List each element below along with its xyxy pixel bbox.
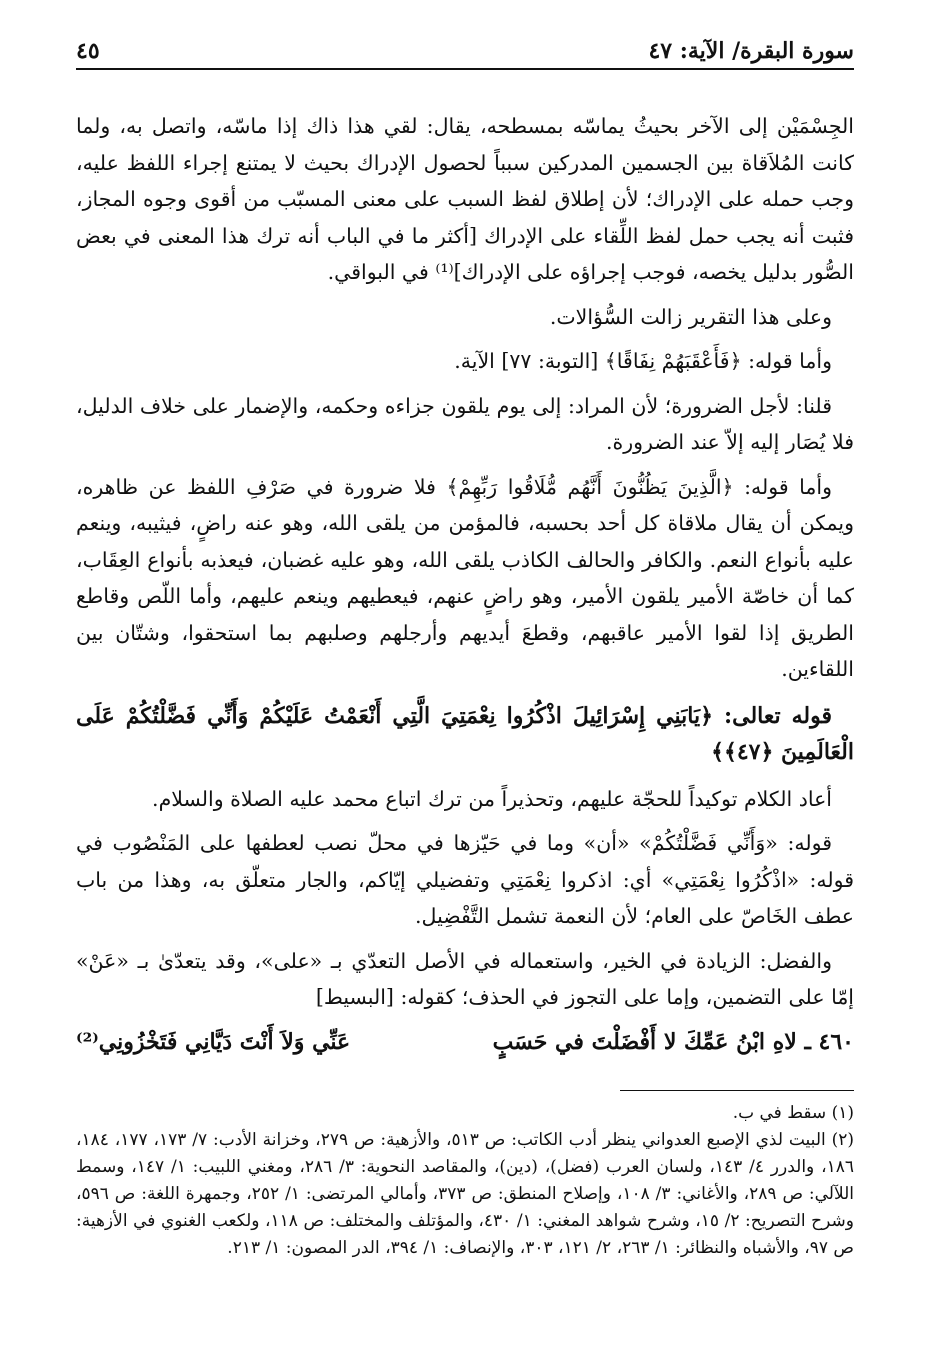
footnote: (١) سقط في ب. [732,1103,854,1123]
footnotes [76,1100,854,1262]
header-title: سورة البقرة/ الآية: ٤٧ [634,38,854,64]
paragraph: الجِسْمَيْن إلى الآخر بحيثُ يماسّه بمسطحه، يقال: لقي هذا ذاك إذا ماسّه، واتصل به، ولما كانت المُلاَقاة بين الجسمين المدركين سبباً لحصول الإدراك بحيث لا يمتنع إجراء اللفظ عليه، وجب حمله على الإدراك؛ لأن إطلاق لفظ السبب على معنى المسبّب من أقوى وجوه المجاز، فثبت أنه يجب حمل لفظ اللِّقاء على الإدراك [أكثر ما في الباب أنه ترك هذا المعنى في بعض الصُّور بدليل يخصه، فوجب إجراؤه على الإدراك]⁽¹⁾ في البواقي. [76,114,854,284]
paragraph: وأما قوله: ﴿فَأَعْقَبَهُمْ نِفَاقًا﴾ [التوبة: ٧٧] الآية. [454,349,832,373]
paragraph: قوله: «وَأَنِّي فَضَّلْتُكُمْ» «أن» وما في حَيّزها في محلّ نصب لعطفها على المَنْصُوب في قوله: «اذْكُرُوا نِعْمَتِي» أي: اذكروا نِعْمَتِي وتفضيلي إيّاكم، والجار متعلّق به، وهذا من باب عطف الخَاصّ على العام؛ لأن النعمة تشمل التَّفْضِيل. [76,831,854,928]
paragraph: وعلى هذا التقرير زالت السُّؤالات. [549,304,832,329]
footnote-rule [620,1090,854,1091]
main-text [76,108,854,1060]
poem-verse [76,1024,854,1061]
quran-verse-heading: قوله تعالى: ﴿يَابَنِي إِسْرَائِيلَ اذْكُرُوا نِعْمَتِيَ الَّتِي أَنْعَمْتُ عَلَيْكُمْ وَأَنِّي فَضَّلْتُكُمْ عَلَى الْعَالَمِينَ ﴿٤٧﴾﴾ [76,702,854,765]
running-header [76,36,854,76]
page-number: ٤٥ [76,38,114,64]
paragraph: قلنا: لأجل الضرورة؛ لأن المراد: إلى يوم يلقون جزاءه وحكمه، والإضمار على خلاف الدليل، فلا يُصَار إليه إلاّ عند الضرورة. [76,393,854,454]
paragraph: والفضل: الزيادة في الخير، واستعماله في الأصل التعدّي بـ «على»، وقد يتعدّىٰ بـ «عَنْ» إمّا على التضمين، وإما على التجوز في الحذف؛ كقوله: [البسيط] [76,948,854,1009]
footnote: (٢) البيت لذي الإصبع العدواني ينظر أدب الكاتب: ص ٥١٣، والأزهية: ص ٢٧٩، وخزانة الأدب: ٧/ ١٧٣، ١٧٧، ١٨٤، ١٨٦، والدرر ٤/ ١٤٣، ولسان العرب (فضل)، (دين)، والمقاصد النحوية: ٣/ ٢٨٦، ومغني اللبيب: ١/ ١٤٧، وسمط اللآلي: ص ٢٨٩، والأغاني: ٣/ ١٠٨، وإصلاح المنطق: ص ٣٧٣، وأمالي المرتضى: ١/ ٢٥٢، وجمهرة اللغة: ص ٥٩٦، وشرح التصريح: ٢/ ١٥، وشرح شواهد المغني: ١/ ٤٣٠، والمؤتلف والمختلف: ص ١١٨، ولكعب الغنوي في الأزهية: ص ٩٧، والأشباه والنظائر: ١/ ٢٦٣، ٢/ ١٢١، ٣٠٣، والإنصاف: ١/ ٣٩٤، الدر المصون: ١/ ٢١٣. [76,1130,855,1258]
poem-first-hemistich: ٤٦٠ ـ لاهِ ابْنُ عَمِّكَ لا أَفْضَلْتَ في حَسَبٍ [492,1028,854,1055]
poem-second-hemistich: عَنِّي وَلاَ أَنْتَ دَيَّانِي فَتَخْزُونِي⁽²⁾ [76,1028,351,1055]
paragraph: وأما قوله: ﴿الَّذِينَ يَظُنُّونَ أَنَّهُم مُّلَاقُوا رَبِّهِمْ﴾ فلا ضرورة في صَرْفِ اللفظ عن ظاهره، ويمكن أن يقال ملاقاة كل أحد بحسبه، فالمؤمن من يلقى الله، وهو عنه راضٍ، فيثيبه، وينعم عليه بأنواع النعم. والكافر والحالف الكاذب يلقى الله، وهو عليه غضبان، فيعذبه بأنواع العِقَاب، كما أن خاصّة الأمير يلقون الأمير، وهو راضٍ عنهم، فيعطيهم وينعم عليهم، وأما اللّص وقاطع الطريق إذا لقوا الأمير عاقبهم، وقطعَ أيديهم وأرجلهم وصلبهم بما استحقوا، وشتّان بين اللقاءين. [76,474,854,681]
header-rule [76,68,854,70]
paragraph: أعاد الكلام توكيداً للحجّة عليهم، وتحذيراً من ترك اتباع محمد عليه الصلاة والسلام. [152,786,832,811]
